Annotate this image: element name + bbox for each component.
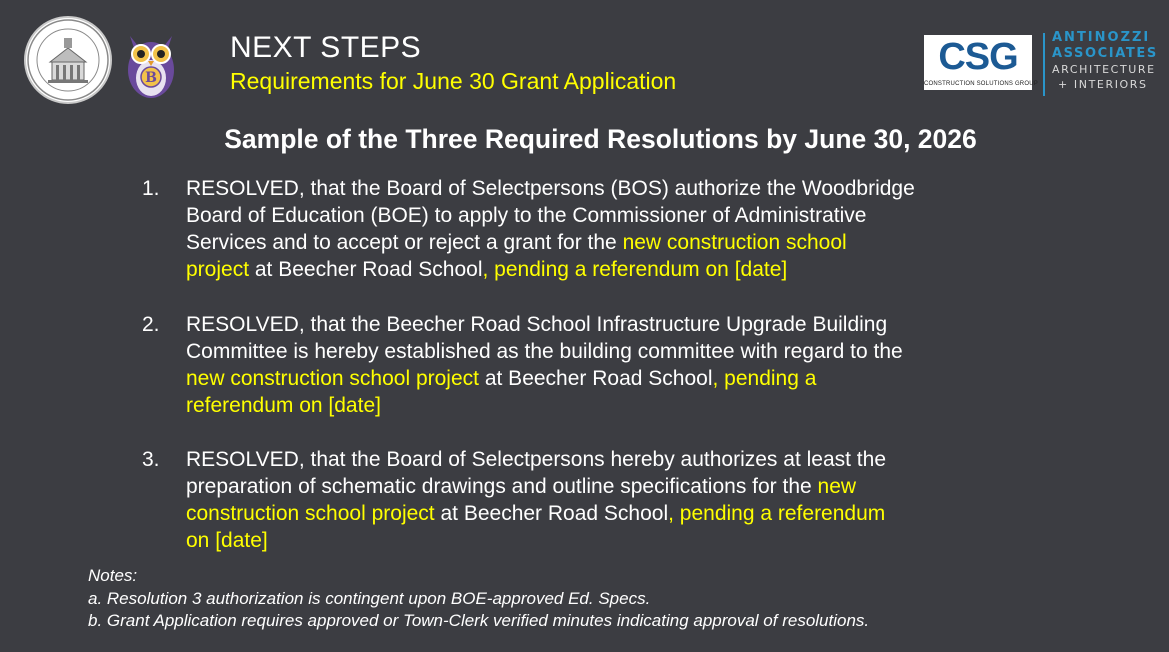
highlight-text: , pending a referendum [668,502,886,525]
notes-title: Notes: [88,566,138,585]
page-title: NEXT STEPS [230,31,422,64]
text: RESOLVED, that the Beecher Road School Infrastructure Upgrade Building [186,313,888,336]
antinozzi-logo [1052,30,1162,92]
resolution-number: 2. [142,313,160,336]
antinozzi-line2: ASSOCIATES [1052,46,1158,61]
resolution-line [186,500,885,527]
text: Board of Education (BOE) to apply to the Commissioner of Administrative [186,204,867,227]
town-seal-logo [24,16,112,104]
owl-school-logo [124,30,178,100]
highlight-text: project [186,258,250,281]
resolution-line [186,311,887,338]
resolution-line [186,338,903,365]
note-a: a. Resolution 3 authorization is contingent upon BOE-approved Ed. Specs. [88,588,651,608]
antinozzi-line1: ANTINOZZI [1052,30,1151,45]
owl-letter: B [145,70,157,86]
highlight-text: , pending a [712,367,817,390]
highlight-text: new construction school project [186,367,479,390]
resolution-line [186,229,847,256]
csg-tagline: CONSTRUCTION SOLUTIONS GROUP [924,81,1038,87]
notes-block [88,565,869,633]
resolution-line [186,392,381,419]
page-subtitle: Requirements for June 30 Grant Application [230,68,677,94]
text: at Beecher Road School [249,258,483,281]
resolution-number: 3. [142,448,160,471]
highlight-text: referendum on [date] [186,394,381,417]
highlight-text: on [date] [186,529,268,552]
text: at Beecher Road School [434,502,669,525]
csg-mark: CSG [938,36,1018,78]
antinozzi-line3: ARCHITECTURE [1052,63,1156,76]
resolution-line [186,527,268,554]
text: RESOLVED, that the Board of Selectpersons hereby authorizes at least the [186,448,887,471]
text: RESOLVED, that the Board of Selectpersons (BOS) authorize the Woodbridge [186,177,915,200]
antinozzi-line4: + INTERIORS [1058,78,1148,91]
highlight-text: new construction school [622,231,847,254]
text: preparation of schematic drawings and outline specifications for the [186,475,818,498]
highlight-text: new [817,475,857,498]
highlight-text: construction school project [186,502,435,525]
resolution-line [186,446,886,473]
resolution-line [186,473,856,500]
text: Services and to accept or reject a grant for the [186,231,623,254]
text: at Beecher Road School [479,367,713,390]
antinozzi-divider [1043,33,1045,96]
resolution-line [186,365,816,392]
resolution-line [186,202,866,229]
text: Committee is hereby established as the building committee with regard to the [186,340,903,363]
note-b: b. Grant Application requires approved or Town-Clerk verified minutes indicating approval of resolutions. [88,611,870,630]
section-heading: Sample of the Three Required Resolutions by June 30, 2026 [224,124,977,154]
resolution-line [186,256,787,283]
highlight-text: , pending a referendum on [date] [482,258,788,281]
csg-logo [924,35,1038,90]
resolution-line [186,175,915,202]
resolution-number: 1. [142,177,160,200]
